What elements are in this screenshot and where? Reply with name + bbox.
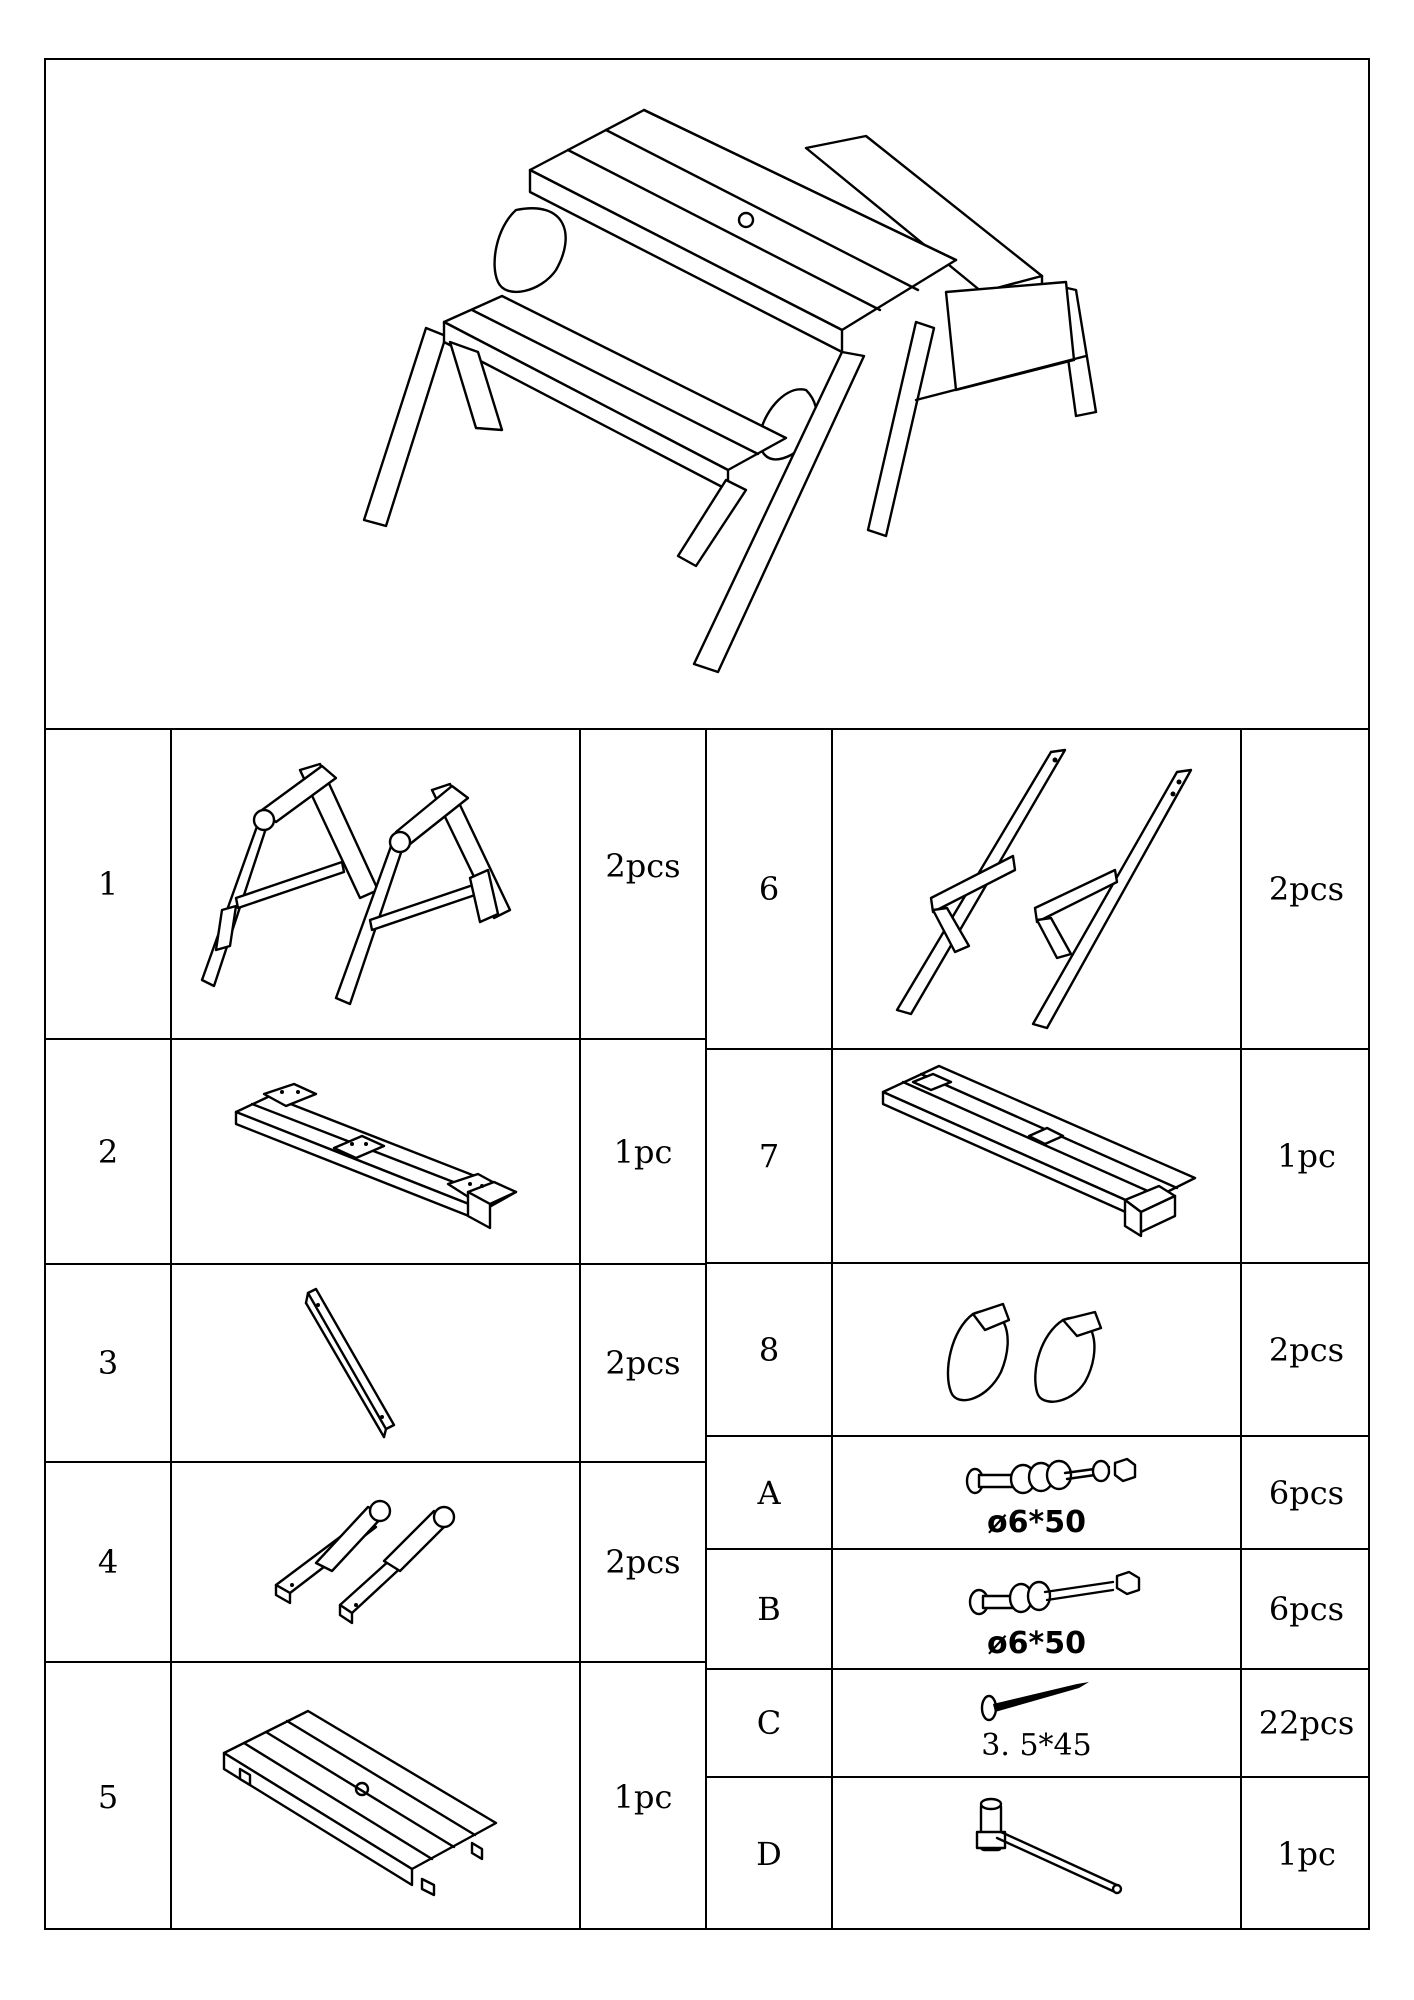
part-number: 5 — [97, 1777, 119, 1816]
part-row-1 — [46, 730, 705, 1040]
part-row-A — [707, 1437, 1370, 1550]
part-quantity: 1pc — [1277, 1835, 1336, 1873]
part-number: 1 — [97, 865, 119, 903]
socket-wrench-icon — [833, 1778, 1238, 1926]
part-row-3 — [46, 1265, 705, 1463]
part-number: 6 — [758, 870, 780, 908]
parts-column-left — [46, 730, 707, 1930]
screw-spec: 3. 5*45 — [981, 1728, 1092, 1763]
part-number: B — [757, 1590, 781, 1628]
bolt-spec: ø6*50 — [987, 1626, 1086, 1661]
part-row-5 — [46, 1663, 705, 1930]
assembled-table-illustration — [46, 60, 1368, 730]
bench-top-assembly-icon — [172, 1040, 577, 1261]
part-number: C — [756, 1704, 782, 1742]
wood-screw-icon — [833, 1670, 1238, 1734]
slatted-table-top-icon — [172, 1663, 577, 1926]
part-quantity: 1pc — [613, 1132, 673, 1171]
parts-column-right — [707, 730, 1370, 1930]
part-row-6 — [707, 730, 1370, 1050]
hex-bolt-set-icon — [833, 1550, 1238, 1626]
part-number: 8 — [758, 1330, 780, 1369]
part-quantity: 2pcs — [605, 846, 681, 885]
part-number: 7 — [758, 1137, 780, 1175]
part-number: 4 — [97, 1543, 119, 1581]
part-quantity: 2pcs — [1268, 1330, 1345, 1369]
part-row-4 — [46, 1463, 705, 1663]
bench-frame-icon — [833, 1050, 1238, 1260]
part-row-2 — [46, 1040, 705, 1265]
part-number: 3 — [97, 1344, 119, 1382]
part-quantity: 22pcs — [1258, 1704, 1355, 1742]
leg-with-arm-icon — [833, 730, 1238, 1046]
picnic-table-icon — [46, 60, 1368, 728]
part-quantity: 6pcs — [1268, 1590, 1345, 1628]
parts-list-frame — [44, 58, 1370, 1930]
part-row-B — [707, 1550, 1370, 1670]
part-quantity: 2pcs — [1268, 870, 1345, 908]
part-quantity: 2pcs — [605, 1543, 681, 1581]
carriage-bolt-set-icon — [833, 1437, 1238, 1507]
hinge-brackets-icon — [172, 1463, 577, 1659]
part-quantity: 1pc — [613, 1777, 673, 1816]
part-number: 2 — [97, 1132, 119, 1171]
part-quantity: 6pcs — [1268, 1473, 1345, 1512]
part-number: A — [757, 1473, 781, 1512]
part-row-7 — [707, 1050, 1370, 1264]
part-row-8 — [707, 1264, 1370, 1437]
a-frame-legs-icon — [172, 730, 577, 1036]
part-row-D — [707, 1778, 1370, 1930]
part-quantity: 2pcs — [605, 1344, 681, 1382]
part-quantity: 1pc — [1277, 1137, 1336, 1175]
part-number: D — [756, 1835, 782, 1873]
diagonal-brace-icon — [172, 1265, 577, 1459]
bolt-spec: ø6*50 — [987, 1505, 1086, 1540]
armrest-pieces-icon — [833, 1264, 1238, 1433]
part-row-C — [707, 1670, 1370, 1778]
